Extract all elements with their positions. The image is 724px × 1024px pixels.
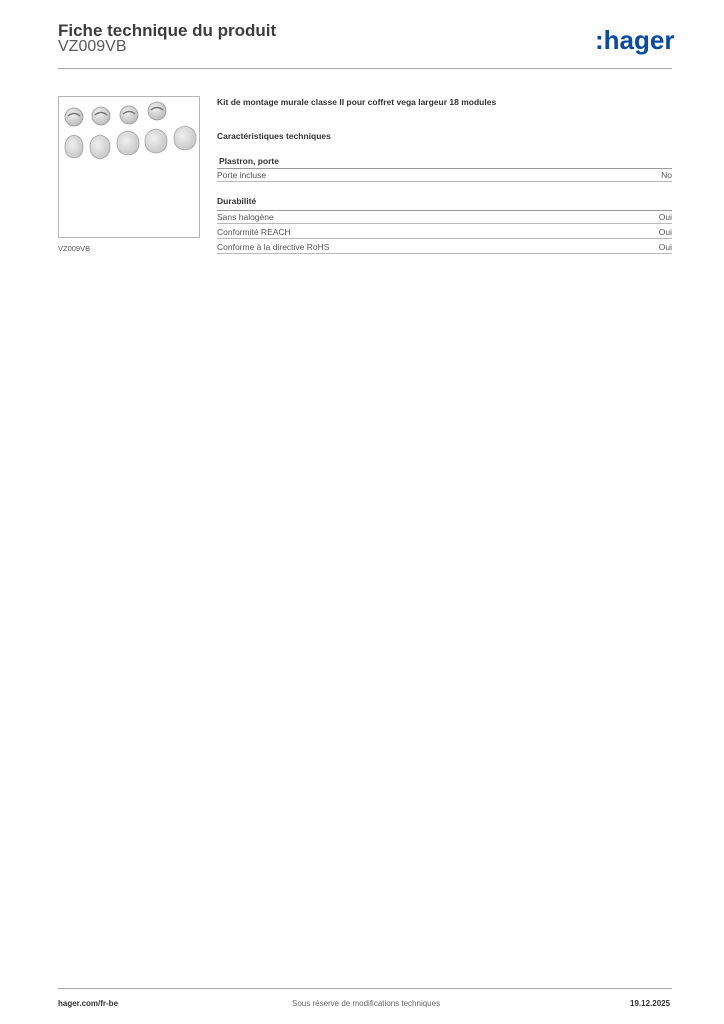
spec-label: Sans halogène [217,212,274,222]
footer-website-link[interactable]: hager.com/fr-be [58,999,119,1008]
screw-cap-icon [148,102,166,120]
spec-row [217,212,672,224]
cover-plug-icon [65,135,83,158]
section-divider [217,210,672,211]
spec-row [217,227,672,239]
plugs-illustration [59,97,199,237]
header-divider [58,68,672,69]
section-title-plastron: Plastron, porte [219,156,279,166]
cover-plug-icon [90,135,110,159]
cover-plug-icon [145,129,167,153]
product-image [58,96,200,238]
section-title-durabilite: Durabilité [217,196,257,206]
section-divider [217,168,672,169]
spec-value: No [661,170,672,180]
spec-value: Oui [658,227,672,237]
spec-row [217,242,672,254]
logo-text: :hager [595,27,675,55]
spec-value: Oui [658,242,672,252]
hager-logo [595,27,675,57]
product-reference: VZ009VB [58,38,127,55]
specs-heading: Caractéristiques techniques [217,131,331,141]
screw-cap-icon [65,108,83,126]
spec-row [217,170,672,182]
image-caption: VZ009VB [58,244,91,253]
footer-date: 19.12.2025 [630,999,671,1008]
spec-label: Porte incluse [217,170,267,180]
cover-plug-icon [117,131,139,155]
footer-divider [58,988,672,989]
cover-plug-icon [174,126,196,150]
screw-cap-icon [120,106,138,124]
spec-label: Conforme à la directive RoHS [217,242,330,252]
screw-cap-icon [92,107,110,125]
product-description: Kit de montage murale classe II pour coffret vega largeur 18 modules [217,97,497,107]
spec-value: Oui [658,212,672,222]
spec-label: Conformité REACH [217,227,291,237]
footer-disclaimer: Sous réserve de modifications techniques [292,999,441,1008]
page-title: Fiche technique du produit [58,21,277,40]
